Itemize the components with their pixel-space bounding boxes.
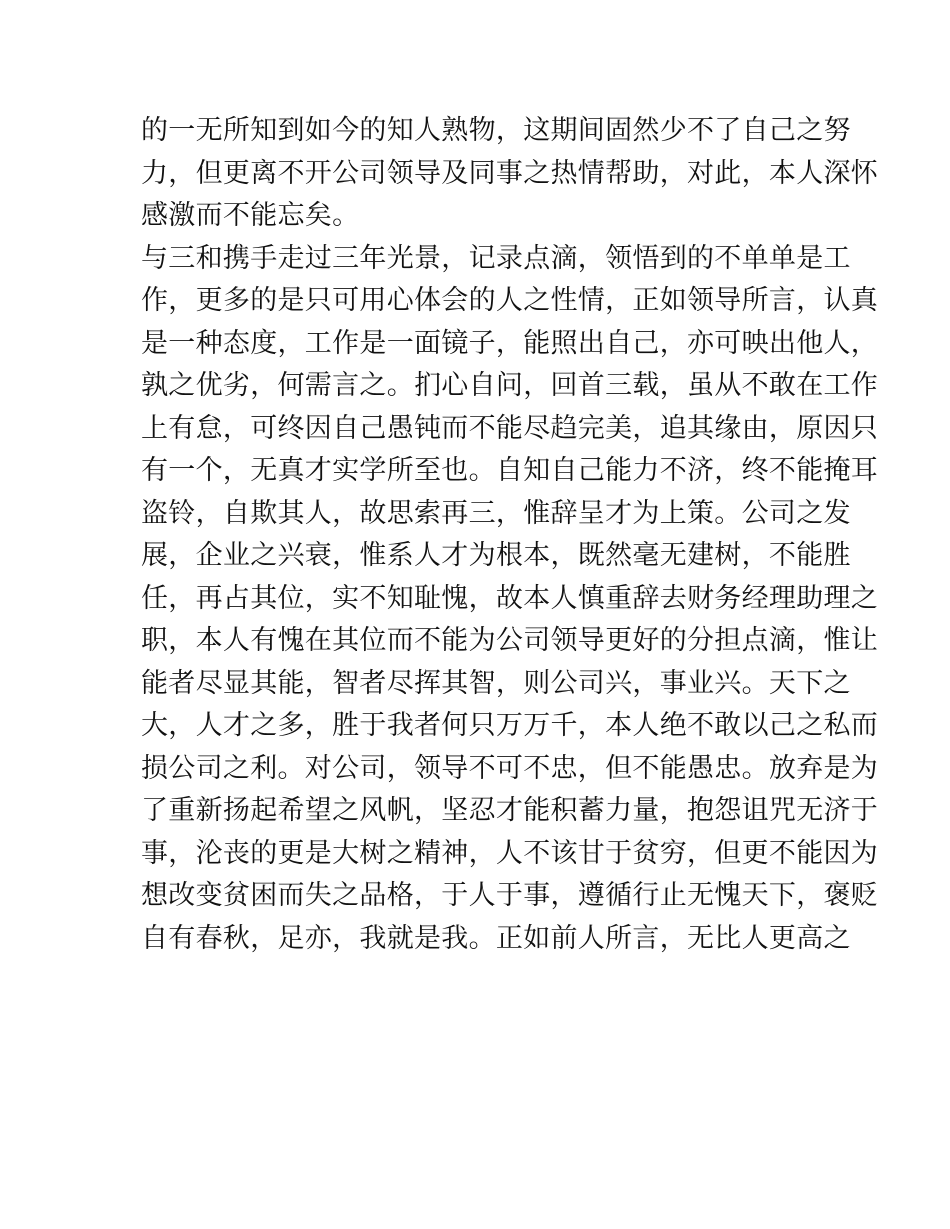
text-line: 盗铃，自欺其人，故思索再三，惟辞呈才为上策。公司之发 <box>141 497 851 529</box>
text-line: 的一无所知到如今的知人熟物，这期间固然少不了自己之努 <box>141 115 851 146</box>
text-line: 力，但更离不开公司领导及同事之热情帮助，对此，本人深怀 <box>141 157 879 189</box>
text-line: 感激而不能忘矣。 <box>141 200 360 231</box>
text-line: 有一个，无真才实学所至也。自知自己能力不济，终不能掩耳 <box>141 455 879 486</box>
text-line: 能者尽显其能，智者尽挥其智，则公司兴，事业兴。天下之 <box>141 667 851 699</box>
text-line: 是一种态度，工作是一面镜子，能照出自己，亦可映出他人， <box>141 327 879 359</box>
text-line: 自有春秋，足亦，我就是我。正如前人所言，无比人更高之 <box>141 922 851 954</box>
text-line: 想改变贫困而失之品格，于人于事，遵循行止无愧天下，褒贬 <box>141 880 879 911</box>
text-line: 了重新扬起希望之风帆，坚忍才能积蓄力量，抱怨诅咒无济于 <box>141 795 879 826</box>
text-line: 与三和携手走过三年光景，记录点滴，领悟到的不单单是工 <box>141 242 851 274</box>
text-line: 职，本人有愧在其位而不能为公司领导更好的分担点滴，惟让 <box>141 625 879 656</box>
text-line: 展，企业之兴衰，惟系人才为根本，既然毫无建树，不能胜 <box>141 540 851 571</box>
body-text <box>141 110 879 960</box>
text-line: 任，再占其位，实不知耻愧，故本人慎重辞去财务经理助理之 <box>141 582 879 614</box>
text-line: 上有怠，可终因自己愚钝而不能尽趋完美，追其缘由，原因只 <box>141 412 879 444</box>
text-line: 作，更多的是只可用心体会的人之性情，正如领导所言，认真 <box>141 285 879 316</box>
text-line: 大，人才之多，胜于我者何只万万千，本人绝不敢以己之私而 <box>141 710 879 741</box>
text-line: 孰之优劣，何需言之。扪心自问，回首三载，虽从不敢在工作 <box>141 370 879 401</box>
text-line: 事，沦丧的更是大树之精神，人不该甘于贫穷，但更不能因为 <box>141 837 879 869</box>
text-line: 损公司之利。对公司，领导不可不忠，但不能愚忠。放弃是为 <box>141 752 879 784</box>
